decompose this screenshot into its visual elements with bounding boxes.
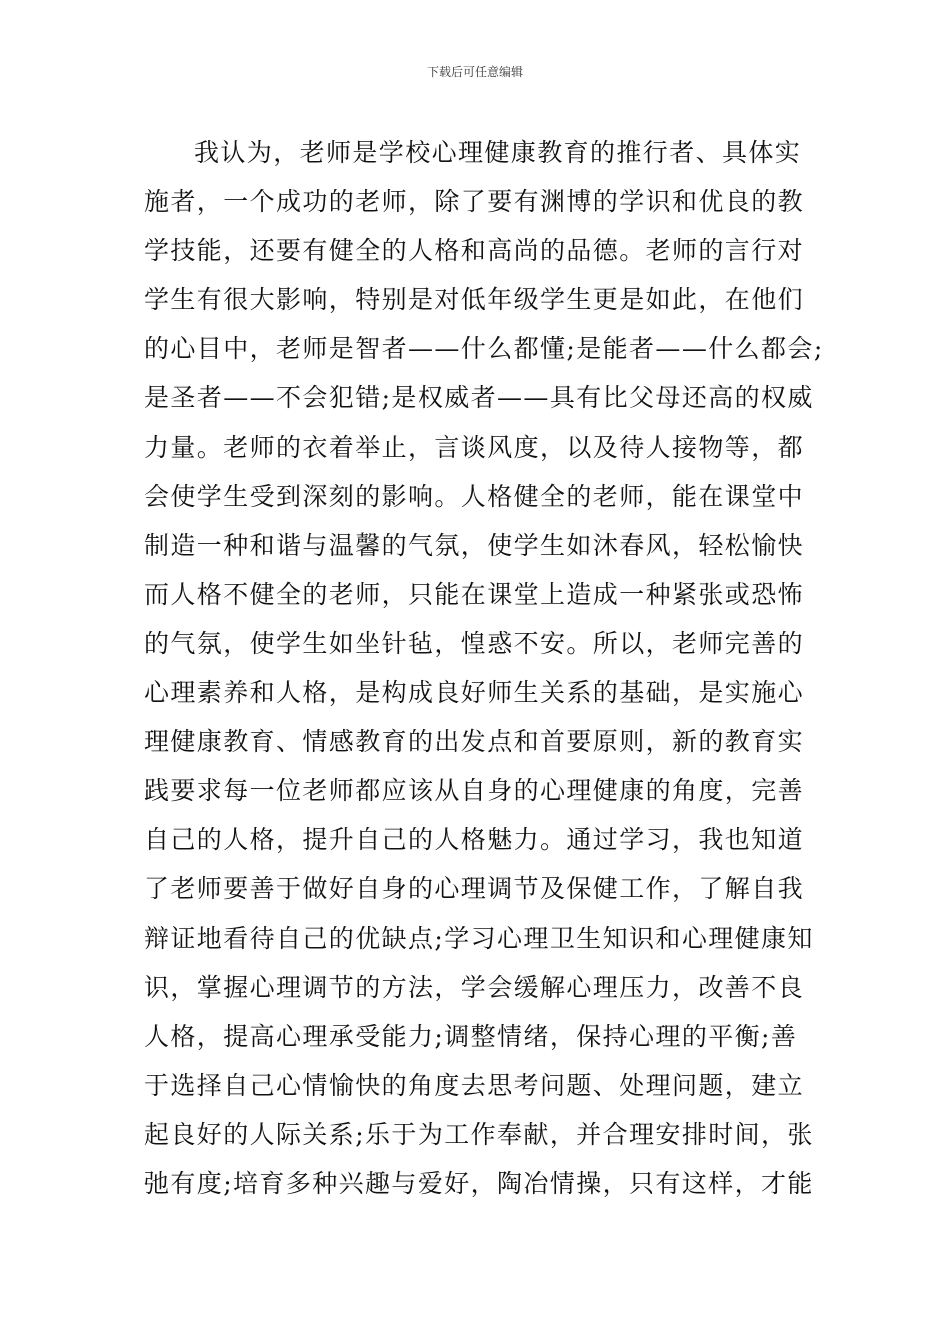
text-line: 制造一种和谐与温馨的气氛，使学生如沐春风，轻松愉快 [144, 530, 805, 560]
text-line: 学生有很大影响，特别是对低年级学生更是如此，在他们 [144, 285, 805, 315]
text-line: 的心目中，老师是智者——什么都懂;是能者——什么都会; [144, 334, 824, 364]
text-line: 心理素养和人格，是构成良好师生关系的基础，是实施心 [144, 678, 805, 708]
text-line: 力量。老师的衣着举止，言谈风度，以及待人接物等，都 [144, 432, 805, 462]
text-line: 施者，一个成功的老师，除了要有渊博的学识和优良的教 [144, 187, 805, 217]
text-line: 识，掌握心理调节的方法，学会缓解心理压力，改善不良 [144, 972, 805, 1002]
text-line: 人格，提高心理承受能力;调整情绪，保持心理的平衡;善 [144, 1021, 798, 1051]
text-line: 是圣者——不会犯错;是权威者——具有比父母还高的权威 [144, 383, 814, 413]
text-line: 践要求每一位老师都应该从自身的心理健康的角度，完善 [144, 776, 805, 806]
text-line: 自己的人格，提升自己的人格魅力。通过学习，我也知道 [144, 825, 805, 855]
page-header: 下载后可任意编辑 [426, 65, 523, 79]
text-line: 学技能，还要有健全的人格和高尚的品德。老师的言行对 [144, 236, 805, 266]
text-line: 会使学生受到深刻的影响。人格健全的老师，能在课堂中 [144, 481, 805, 511]
body-paragraph [144, 128, 834, 1208]
text-line: 于选择自己心情愉快的角度去思考问题、处理问题，建立 [144, 1070, 805, 1100]
text-line: 的气氛，使学生如坐针毡，惶惑不安。所以，老师完善的 [144, 628, 805, 658]
text-line: 理健康教育、情感教育的出发点和首要原则，新的教育实 [144, 727, 805, 757]
text-line: 而人格不健全的老师，只能在课堂上造成一种紧张或恐怖 [144, 579, 805, 609]
text-line: 弛有度;培育多种兴趣与爱好，陶冶情操，只有这样，才能 [144, 1168, 814, 1198]
text-line: 了老师要善于做好自身的心理调节及保健工作，了解自我 [144, 874, 805, 904]
text-line: 起良好的人际关系;乐于为工作奉献，并合理安排时间，张 [144, 1119, 814, 1149]
text-line: 我认为，老师是学校心理健康教育的推行者、具体实 [194, 138, 802, 167]
text-line: 辩证地看待自己的优缺点;学习心理卫生知识和心理健康知 [144, 923, 814, 953]
